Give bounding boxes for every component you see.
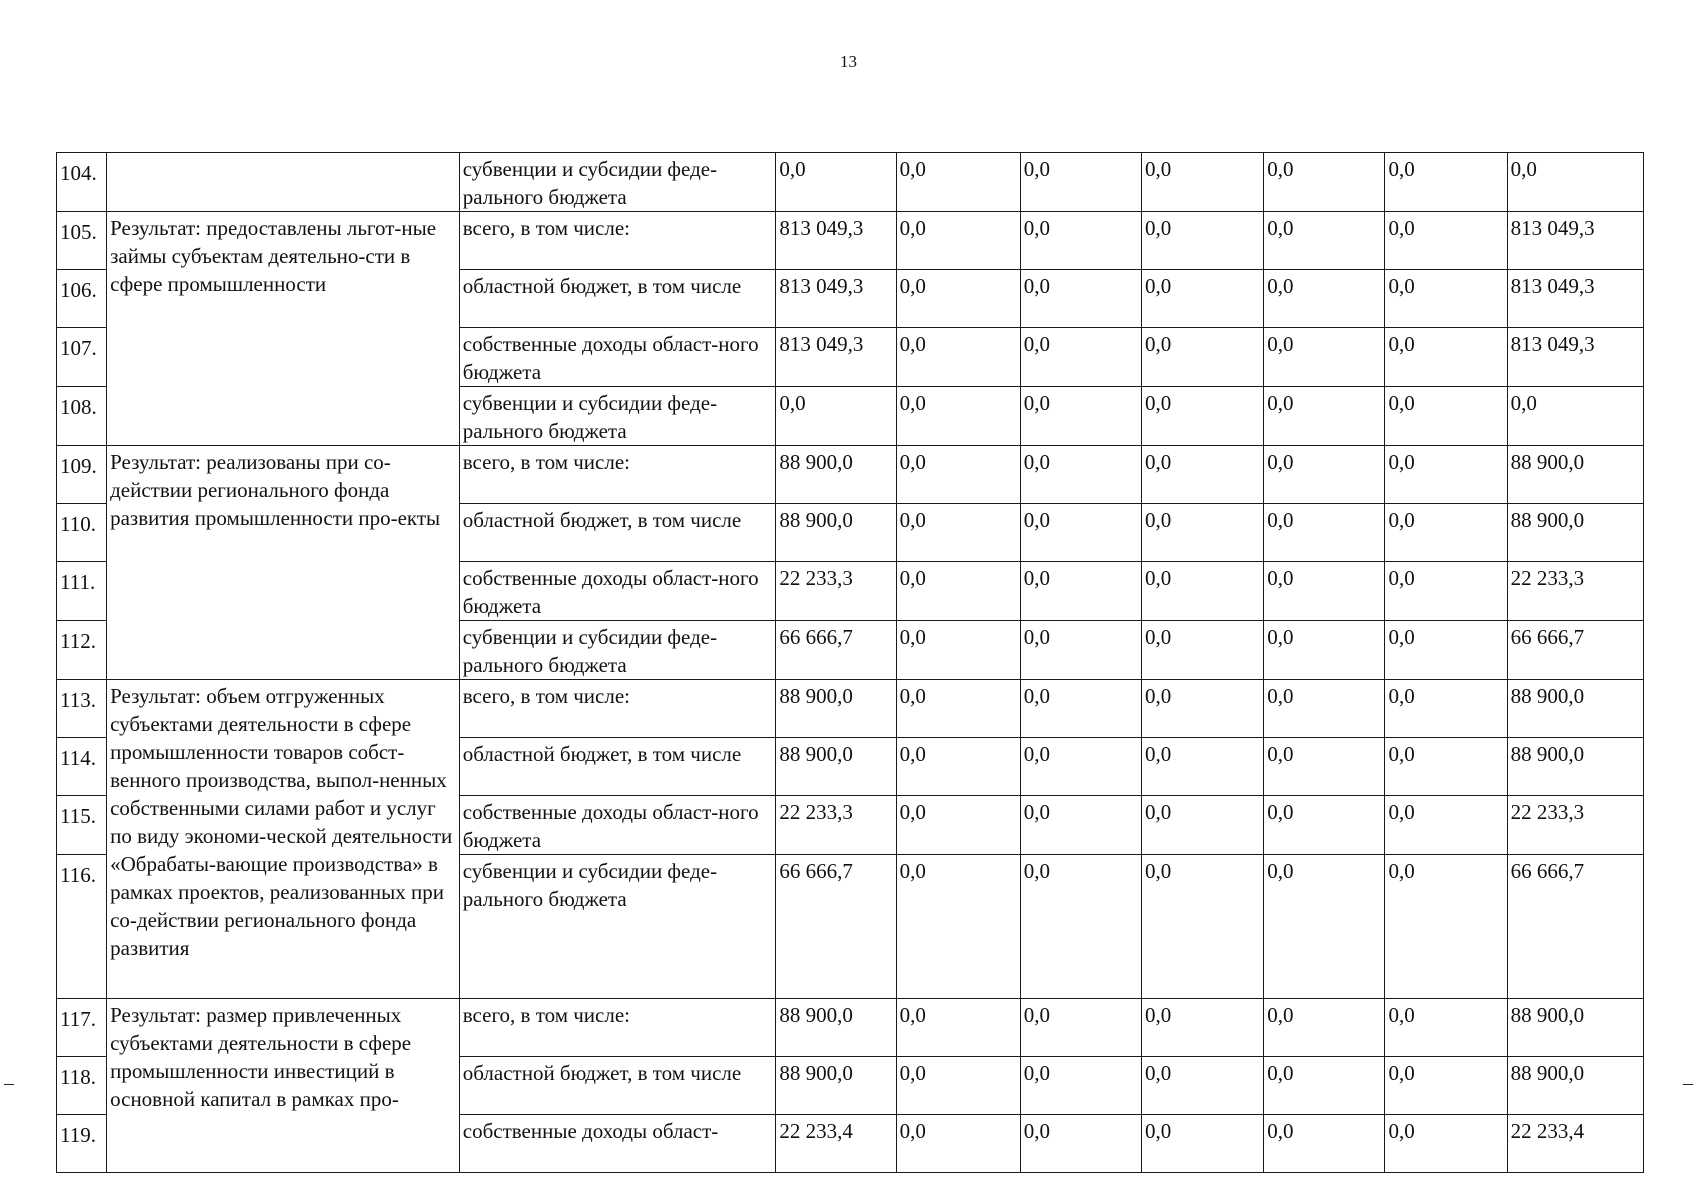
- row-number: 116.: [57, 855, 107, 999]
- total-value: 813 049,3: [1507, 328, 1643, 387]
- result-description: Результат: объем отгруженных субъектами деятельности в сфере промышленности товаров собст-венного производства, выпол-ненных собственными силами работ и услуг по виду экономи-ческой деятельности «Обрабаты-вающие производства» в рамках проектов, реализованных при со-действии регионального фонда развития: [107, 680, 460, 999]
- year-value: 0,0: [1264, 270, 1385, 328]
- year-value: 0,0: [896, 1115, 1020, 1173]
- funding-source: субвенции и субсидии феде-рального бюджета: [459, 855, 776, 999]
- year-value: 66 666,7: [776, 621, 896, 680]
- year-value: 0,0: [1142, 680, 1264, 738]
- year-value: 0,0: [896, 387, 1020, 446]
- year-value: 0,0: [1142, 212, 1264, 270]
- year-value: 22 233,3: [776, 562, 896, 621]
- funding-source: собственные доходы област-ного бюджета: [459, 328, 776, 387]
- table-row: [57, 153, 1644, 212]
- year-value: 0,0: [1020, 680, 1141, 738]
- year-value: 88 900,0: [776, 999, 896, 1057]
- funding-source: областной бюджет, в том числе: [459, 504, 776, 562]
- total-value: 22 233,4: [1507, 1115, 1643, 1173]
- year-value: 0,0: [1020, 328, 1141, 387]
- year-value: 22 233,3: [776, 796, 896, 855]
- year-value: 88 900,0: [776, 504, 896, 562]
- funding-source: собственные доходы област-ного бюджета: [459, 796, 776, 855]
- funding-source: всего, в том числе:: [459, 212, 776, 270]
- year-value: 0,0: [896, 1057, 1020, 1115]
- row-number: 115.: [57, 796, 107, 855]
- funding-source: всего, в том числе:: [459, 999, 776, 1057]
- year-value: 0,0: [1020, 212, 1141, 270]
- year-value: 0,0: [896, 504, 1020, 562]
- funding-source: субвенции и субсидии феде-ральнoго бюджета: [459, 153, 776, 212]
- year-value: 0,0: [1020, 562, 1141, 621]
- year-value: 0,0: [776, 387, 896, 446]
- year-value: 0,0: [896, 796, 1020, 855]
- total-value: 66 666,7: [1507, 621, 1643, 680]
- year-value: 0,0: [1142, 562, 1264, 621]
- funding-source: областной бюджет, в том числе: [459, 270, 776, 328]
- year-value: 0,0: [1264, 562, 1385, 621]
- year-value: 0,0: [1142, 153, 1264, 212]
- year-value: 813 049,3: [776, 328, 896, 387]
- year-value: 0,0: [1264, 504, 1385, 562]
- year-value: 0,0: [896, 999, 1020, 1057]
- year-value: 813 049,3: [776, 212, 896, 270]
- year-value: 0,0: [1264, 621, 1385, 680]
- result-description: Результат: размер привлеченных субъектами деятельности в сфере промышленности инвестиций в основной капитал в рамках про-: [107, 999, 460, 1173]
- row-number: 114.: [57, 738, 107, 796]
- table-body: [57, 153, 1644, 1173]
- total-value: 66 666,7: [1507, 855, 1643, 999]
- table-row: [57, 680, 1644, 738]
- year-value: 0,0: [1142, 855, 1264, 999]
- year-value: 0,0: [1264, 387, 1385, 446]
- row-number: 109.: [57, 446, 107, 504]
- page-number: 13: [840, 52, 857, 71]
- year-value: 813 049,3: [776, 270, 896, 328]
- year-value: 88 900,0: [776, 680, 896, 738]
- year-value: 0,0: [1142, 1115, 1264, 1173]
- year-value: 0,0: [1385, 855, 1507, 999]
- row-number: 110.: [57, 504, 107, 562]
- year-value: 0,0: [1385, 796, 1507, 855]
- year-value: 0,0: [1142, 270, 1264, 328]
- year-value: 22 233,4: [776, 1115, 896, 1173]
- year-value: 0,0: [1020, 738, 1141, 796]
- year-value: 88 900,0: [776, 738, 896, 796]
- funding-source: субвенции и субсидии феде-рального бюджета: [459, 621, 776, 680]
- year-value: 0,0: [1264, 738, 1385, 796]
- year-value: 0,0: [896, 212, 1020, 270]
- result-description: Результат: предоставлены льгот-ные займы субъектам деятельно-сти в сфере промышленности: [107, 212, 460, 446]
- year-value: 0,0: [1264, 680, 1385, 738]
- table-row: [57, 212, 1644, 270]
- scan-margin-mark-left: [4, 1084, 14, 1085]
- year-value: 0,0: [1020, 504, 1141, 562]
- year-value: 0,0: [1142, 387, 1264, 446]
- total-value: 0,0: [1507, 153, 1643, 212]
- year-value: 0,0: [1020, 796, 1141, 855]
- year-value: 0,0: [1385, 270, 1507, 328]
- total-value: 22 233,3: [1507, 562, 1643, 621]
- year-value: 0,0: [776, 153, 896, 212]
- table-row: [57, 999, 1644, 1057]
- row-number: 113.: [57, 680, 107, 738]
- row-number: 117.: [57, 999, 107, 1057]
- year-value: 0,0: [1020, 1115, 1141, 1173]
- year-value: 0,0: [1142, 621, 1264, 680]
- year-value: 0,0: [1020, 153, 1141, 212]
- year-value: 0,0: [1020, 387, 1141, 446]
- year-value: 0,0: [1142, 446, 1264, 504]
- year-value: 0,0: [1385, 212, 1507, 270]
- year-value: 0,0: [1020, 855, 1141, 999]
- total-value: 88 900,0: [1507, 680, 1643, 738]
- row-number: 119.: [57, 1115, 107, 1173]
- year-value: 0,0: [896, 446, 1020, 504]
- year-value: 0,0: [1385, 1115, 1507, 1173]
- year-value: 0,0: [896, 328, 1020, 387]
- budget-table: [56, 152, 1644, 1173]
- year-value: 0,0: [1264, 212, 1385, 270]
- year-value: 0,0: [1142, 796, 1264, 855]
- year-value: 66 666,7: [776, 855, 896, 999]
- year-value: 0,0: [1264, 999, 1385, 1057]
- total-value: 22 233,3: [1507, 796, 1643, 855]
- year-value: 0,0: [1142, 328, 1264, 387]
- year-value: 0,0: [1020, 999, 1141, 1057]
- year-value: 0,0: [896, 562, 1020, 621]
- funding-source: собственные доходы област-ного бюджета: [459, 562, 776, 621]
- total-value: 88 900,0: [1507, 738, 1643, 796]
- year-value: 0,0: [1385, 328, 1507, 387]
- year-value: 0,0: [1385, 504, 1507, 562]
- row-number: 107.: [57, 328, 107, 387]
- funding-source: областной бюджет, в том числе: [459, 738, 776, 796]
- row-number: 108.: [57, 387, 107, 446]
- year-value: 0,0: [1020, 270, 1141, 328]
- year-value: 0,0: [1385, 153, 1507, 212]
- year-value: 0,0: [1020, 1057, 1141, 1115]
- scan-margin-mark-right: [1683, 1084, 1693, 1085]
- year-value: 0,0: [1385, 562, 1507, 621]
- year-value: 0,0: [1264, 796, 1385, 855]
- year-value: 0,0: [896, 621, 1020, 680]
- total-value: 88 900,0: [1507, 999, 1643, 1057]
- year-value: 0,0: [1385, 621, 1507, 680]
- year-value: 0,0: [1142, 1057, 1264, 1115]
- year-value: 0,0: [1385, 446, 1507, 504]
- year-value: 0,0: [1020, 621, 1141, 680]
- year-value: 0,0: [1264, 855, 1385, 999]
- year-value: 0,0: [1264, 1115, 1385, 1173]
- total-value: 88 900,0: [1507, 504, 1643, 562]
- total-value: 0,0: [1507, 387, 1643, 446]
- row-number: 111.: [57, 562, 107, 621]
- total-value: 813 049,3: [1507, 270, 1643, 328]
- row-number: 112.: [57, 621, 107, 680]
- year-value: 0,0: [896, 270, 1020, 328]
- row-number: 118.: [57, 1057, 107, 1115]
- table-row: [57, 446, 1644, 504]
- year-value: 0,0: [1264, 446, 1385, 504]
- year-value: 0,0: [1142, 504, 1264, 562]
- result-description: [107, 153, 460, 212]
- funding-source: субвенции и субсидии феде-рального бюджета: [459, 387, 776, 446]
- year-value: 88 900,0: [776, 1057, 896, 1115]
- row-number: 105.: [57, 212, 107, 270]
- funding-source: всего, в том числе:: [459, 446, 776, 504]
- year-value: 0,0: [1385, 738, 1507, 796]
- row-number: 104.: [57, 153, 107, 212]
- year-value: 0,0: [1385, 387, 1507, 446]
- total-value: 88 900,0: [1507, 446, 1643, 504]
- funding-source: собственные доходы област-: [459, 1115, 776, 1173]
- year-value: 0,0: [896, 855, 1020, 999]
- year-value: 0,0: [1385, 999, 1507, 1057]
- year-value: 0,0: [1385, 1057, 1507, 1115]
- year-value: 0,0: [1264, 328, 1385, 387]
- funding-source: всего, в том числе:: [459, 680, 776, 738]
- result-description: Результат: реализованы при со-действии регионального фонда развития промышленности про-екты: [107, 446, 460, 680]
- year-value: 0,0: [1142, 738, 1264, 796]
- year-value: 0,0: [1142, 999, 1264, 1057]
- year-value: 0,0: [1385, 680, 1507, 738]
- year-value: 0,0: [896, 153, 1020, 212]
- total-value: 88 900,0: [1507, 1057, 1643, 1115]
- year-value: 0,0: [896, 738, 1020, 796]
- year-value: 0,0: [896, 680, 1020, 738]
- total-value: 813 049,3: [1507, 212, 1643, 270]
- funding-source: областной бюджет, в том числе: [459, 1057, 776, 1115]
- year-value: 0,0: [1264, 153, 1385, 212]
- year-value: 0,0: [1264, 1057, 1385, 1115]
- year-value: 0,0: [1020, 446, 1141, 504]
- row-number: 106.: [57, 270, 107, 328]
- year-value: 88 900,0: [776, 446, 896, 504]
